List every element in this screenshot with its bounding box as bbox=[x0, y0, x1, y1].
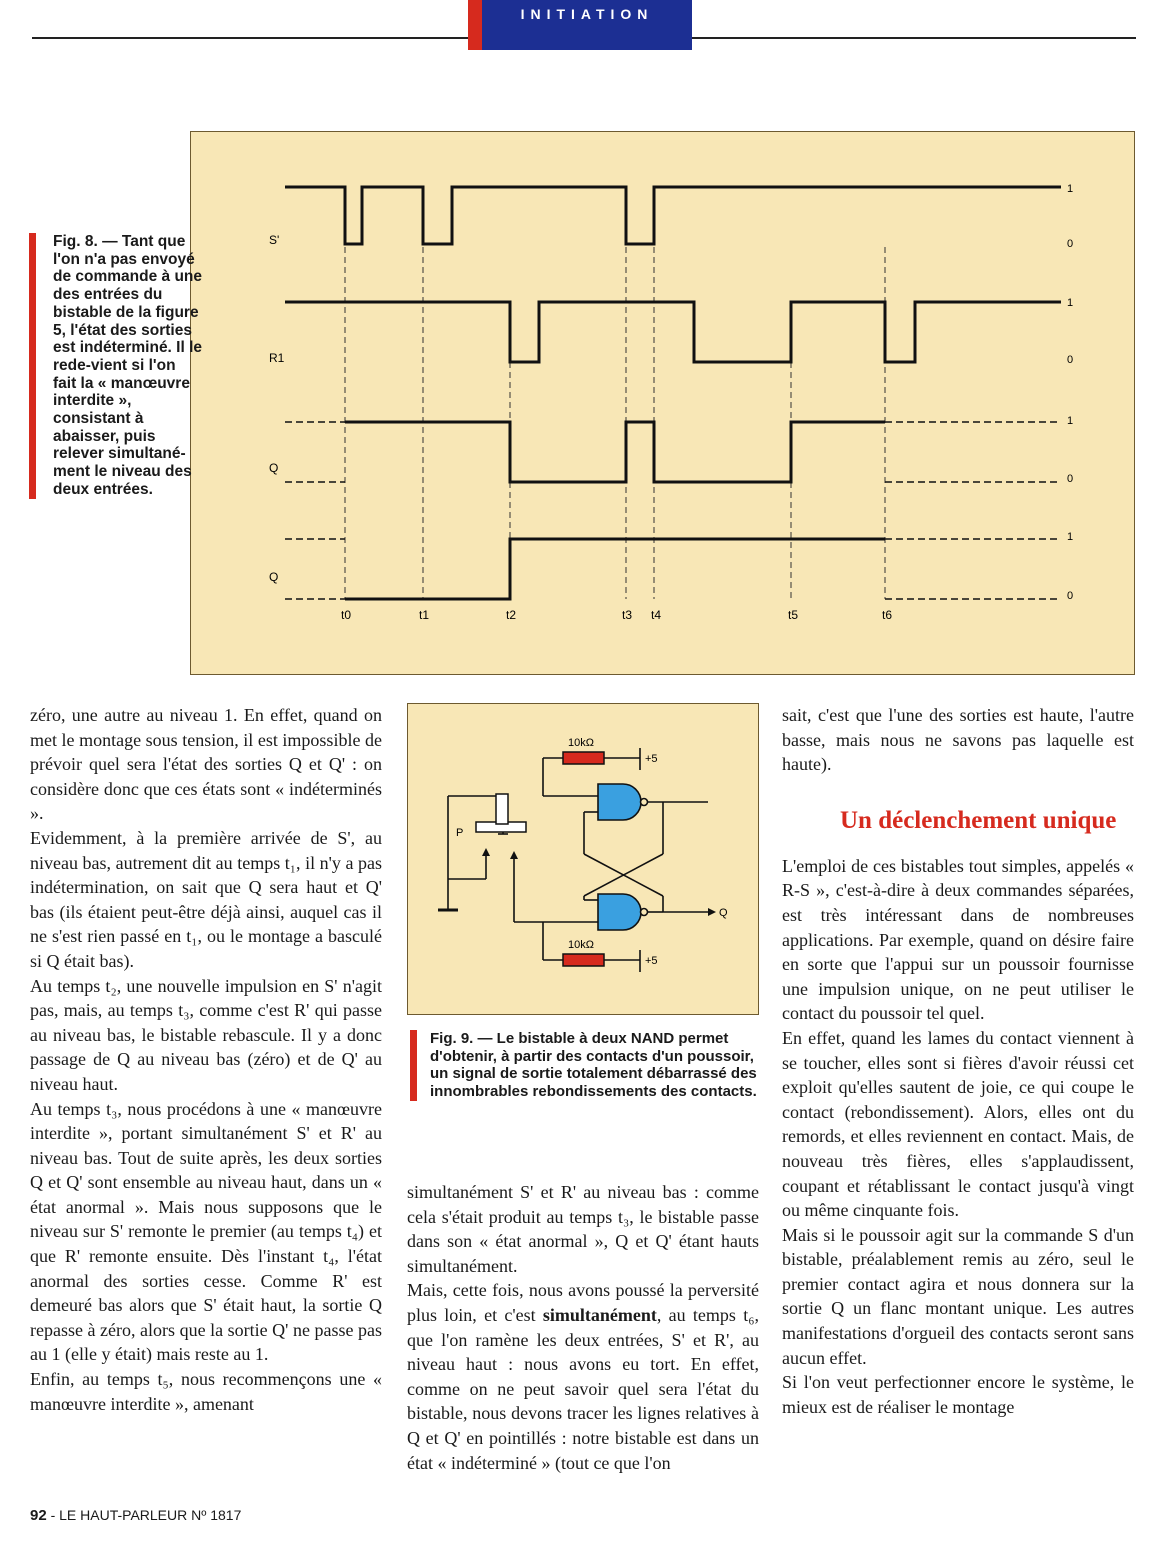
label-r: R1 bbox=[269, 351, 285, 365]
signal-s bbox=[285, 187, 1061, 244]
text-column-3 bbox=[782, 703, 1134, 1419]
level-r-low: 0 bbox=[1067, 354, 1074, 366]
text-run: Mais, cette fois, nous avons poussé la perversité plus loin, et c'est bbox=[407, 1280, 759, 1325]
time-t5: t5 bbox=[788, 608, 799, 622]
label-s: S' bbox=[269, 233, 280, 247]
paragraph: En effet, quand les lames du contact viennent à se toucher, elles sont si fières d'avoir réussi cet exploit qu'elles sautent de joie, ce qui coupe le contact (rebondissement). Alors, elles ont du remords, et elles reviennent en contact. Mais, de nouveau très fières, elles s'applaudissent, coupant et rétablissant le contact jusqu'à vingt ou même cinquante fois. bbox=[782, 1027, 1134, 1221]
section-title: INITIATION bbox=[520, 6, 654, 22]
section-banner-accent bbox=[468, 0, 482, 50]
supply-top-label: +5 bbox=[645, 753, 658, 765]
figure-8-timing-diagram bbox=[190, 131, 1135, 675]
signal-r bbox=[285, 302, 1061, 362]
level-s-high: 1 bbox=[1067, 183, 1074, 195]
emphasis: simultanément bbox=[542, 1304, 657, 1325]
level-q-low: 0 bbox=[1067, 473, 1074, 485]
label-q: Q bbox=[269, 461, 279, 475]
paragraph: simultanément S' et R' au niveau bas : comme cela s'était produit au temps t₃, le bistable passe dans son « état anormal », Q et Q' étant hauts simultanément. bbox=[407, 1182, 759, 1276]
time-t1: t1 bbox=[419, 608, 430, 622]
paragraph: Evidemment, à la première arrivée de S', au niveau bas, autrement dit au temps t₁, il n'y a pas indétermination, on sait que Q sera haut et Q' bas (ils étaient peut-être déjà ainsi, auquel cas il ne s'est rien passé en t₁, ou le montage a basculé si Q était bas). bbox=[30, 827, 382, 971]
paragraph: zéro, une autre au niveau 1. En effet, quand on met le montage sous tension, il est impossible de prévoir quel sera l'état des sorties Q et Q' : on considère donc que ces états sont « indéterminés ». bbox=[30, 705, 382, 824]
resistor-bottom-label: 10kΩ bbox=[568, 939, 594, 951]
label-qbar: Q bbox=[269, 570, 279, 584]
journal-name: - LE HAUT-PARLEUR Nº 1817 bbox=[46, 1507, 242, 1523]
paragraph: sait, c'est que l'une des sorties est haute, l'autre basse, mais nous ne savons pas laquelle est haute). bbox=[782, 705, 1134, 775]
text-column-2 bbox=[407, 1180, 759, 1475]
level-qbar-high: 1 bbox=[1067, 531, 1074, 543]
time-t3: t3 bbox=[622, 608, 633, 622]
paragraph: Enfin, au temps t₅, nous recommençons une « manœuvre interdite », amenant bbox=[30, 1369, 382, 1414]
figure-8-caption: Fig. 8. — Tant que l'on n'a pas envoyé de commande à une des entrées du bistable de la figure 5, l'état des sorties est indéterminé. Il le rede-vient si l'on fait la « manœuvre interdite », consistant à abaisser, puis relever simultané-ment le niveau des deux entrées. bbox=[29, 233, 203, 499]
time-t4: t4 bbox=[651, 608, 662, 622]
text-run: , au temps t₆, que l'on ramène les deux entrées, S' et R', au niveau haut : nous avons eu tort. En effet, comme on ne peut savoir quel sera l'état du bistable, nous devons tracer les lignes relatives à Q et Q' en pointillés : notre bistable est dans un état « indéterminé » (tout ce que l'on bbox=[407, 1304, 759, 1473]
pushbutton-label: P bbox=[456, 827, 464, 839]
signal-qbar bbox=[345, 539, 885, 599]
level-qbar-low: 0 bbox=[1067, 590, 1074, 602]
time-t6: t6 bbox=[882, 608, 893, 622]
supply-bottom-label: +5 bbox=[645, 955, 658, 967]
time-t0: t0 bbox=[341, 608, 352, 622]
figure-9-caption: Fig. 9. — Le bistable à deux NAND permet d'obtenir, à partir des contacts d'un poussoir, un signal de sortie totalement débarrassé des innombrables rebondissements des contacts. bbox=[410, 1030, 770, 1101]
page-footer bbox=[30, 1507, 241, 1524]
output-label: Q bbox=[719, 907, 728, 919]
paragraph: Au temps t₂, une nouvelle impulsion en S' n'agit pas, mais, au temps t₃, comme c'est R' qui passe au niveau bas, le bistable rebascule. Il y a donc passage de Q au niveau bas (zéro) et de Q' au niveau haut. bbox=[30, 975, 382, 1094]
figure-9-circuit-diagram bbox=[407, 703, 759, 1015]
page-number: 92 bbox=[30, 1507, 47, 1524]
resistor-top-label: 10kΩ bbox=[568, 737, 594, 749]
time-t2: t2 bbox=[506, 608, 517, 622]
level-r-high: 1 bbox=[1067, 297, 1074, 309]
level-s-low: 0 bbox=[1067, 238, 1074, 250]
paragraph bbox=[407, 1278, 759, 1475]
paragraph: Mais si le poussoir agit sur la commande S d'un bistable, préalablement remis au zéro, seul le premier contact agira et nous donnera sur la sortie Q un flanc montant unique. Les autres manifestations d'orgueil des contacts seront sans aucun effet. bbox=[782, 1224, 1134, 1368]
paragraph: Au temps t₃, nous procédons à une « manœuvre interdite », portant simultanément S' et R' au niveau bas. Tout de suite après, les deux sorties Q et Q' sont ensemble au niveau haut, dans un « état anormal ». Mais nous supposons que le niveau sur S' remonte le premier (au temps t₄) et que R' remonte ensuite. Dès l'instant t₄, l'état anormal des sorties cesse. Comme R' est demeuré bas alors que S' était haut, la sortie Q repasse à zéro, alors que la sortie Q' ne passe pas au 1 (elle y était) mais reste au 1. bbox=[30, 1098, 382, 1365]
signal-q bbox=[345, 422, 885, 482]
text-column-1 bbox=[30, 703, 382, 1416]
section-heading: Un déclenchement unique bbox=[840, 806, 1117, 834]
paragraph: Si l'on veut perfectionner encore le système, le mieux est de réaliser le montage bbox=[782, 1372, 1134, 1417]
level-q-high: 1 bbox=[1067, 415, 1074, 427]
paragraph: L'emploi de ces bistables tout simples, appelés « R-S », c'est-à-dire à deux commandes séparées, est très intéressant dans de nombreuses applications. Par exemple, quand on désire faire en sorte que l'appui sur un poussoir fournisse une impulsion unique, on ne peut utiliser le contact du poussoir tel quel. bbox=[782, 855, 1134, 1024]
